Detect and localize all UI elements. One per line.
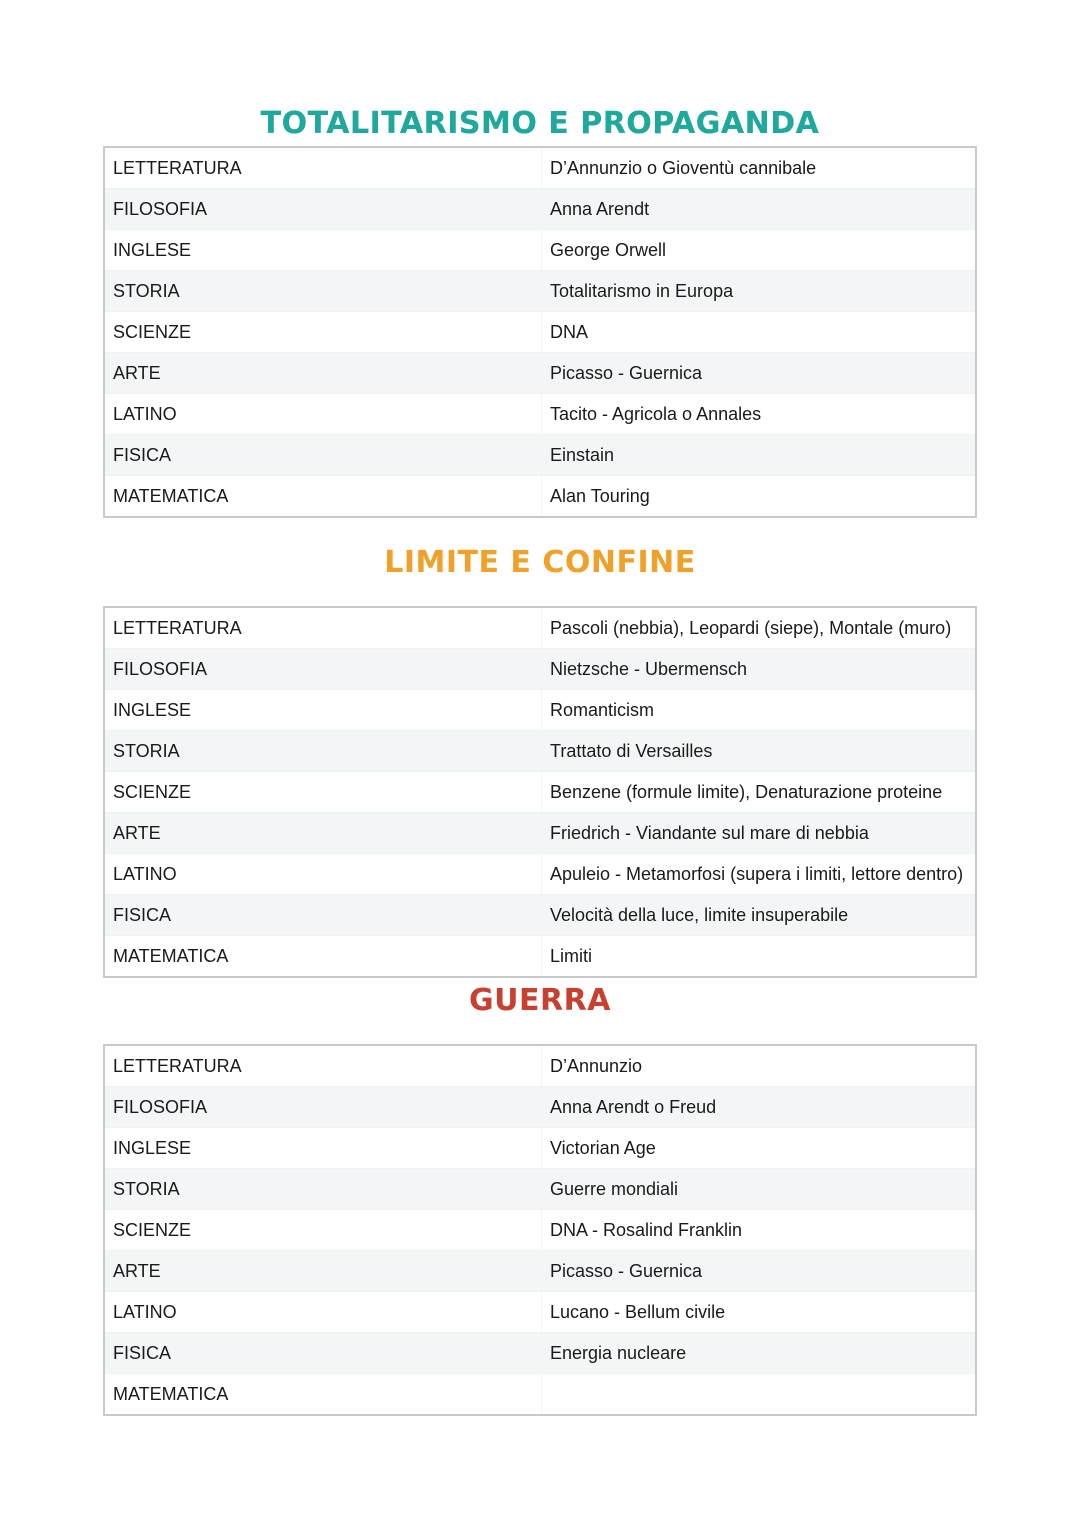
subject-cell: SCIENZE [104, 772, 542, 813]
topic-cell: Anna Arendt [542, 189, 977, 230]
topic-cell: Anna Arendt o Freud [542, 1087, 977, 1128]
topic-cell: Victorian Age [542, 1128, 977, 1169]
table-row [104, 271, 976, 312]
table-row [104, 1087, 976, 1128]
topic-cell: DNA [542, 312, 977, 353]
subject-cell: ARTE [104, 1251, 542, 1292]
topic-cell: Picasso - Guernica [542, 353, 977, 394]
topic-cell: Limiti [550, 946, 593, 966]
topic-cell: Pascoli (nebbia), Leopardi (siepe), Montale (muro) [542, 607, 977, 649]
subject-cell: ARTE [104, 353, 542, 394]
table-row [104, 1169, 976, 1210]
table-row [104, 690, 976, 731]
subject-cell: SCIENZE [104, 312, 542, 353]
table-row [104, 895, 976, 936]
topic-cell: D’Annunzio o Gioventù cannibale [542, 147, 977, 189]
topic-cell: Totalitarismo in Europa [542, 271, 977, 312]
subject-cell: INGLESE [104, 690, 542, 731]
topic-cell: Tacito - Agricola o Annales [542, 394, 977, 435]
topic-cell: Einstain [542, 435, 977, 476]
section-title-guerra: GUERRA [469, 983, 611, 1018]
subjects-table-totalitarismo [103, 146, 977, 518]
subject-cell: FILOSOFIA [104, 1087, 542, 1128]
subject-cell: LETTERATURA [104, 607, 542, 649]
table-row [104, 772, 976, 813]
subject-cell: MATEMATICA [104, 476, 542, 518]
topic-cell: Apuleio - Metamorfosi (supera i limiti, lettore dentro) [542, 854, 977, 895]
subject-cell: ARTE [104, 813, 542, 854]
subject-cell: INGLESE [104, 230, 542, 271]
table-row [104, 1374, 976, 1416]
table-row [104, 1210, 976, 1251]
topic-cell: Energia nucleare [542, 1333, 977, 1374]
subject-cell: LATINO [104, 1292, 542, 1333]
topic-cell: Picasso - Guernica [542, 1251, 977, 1292]
table-row [104, 189, 976, 230]
table-row [104, 476, 976, 518]
topic-cell [542, 1374, 977, 1416]
topic-cell: Lucano - Bellum civile [542, 1292, 977, 1333]
subjects-table-limite [103, 606, 977, 978]
subject-cell: FILOSOFIA [104, 649, 542, 690]
table-row [104, 813, 976, 854]
table-row [104, 230, 976, 271]
topic-cell: Nietzsche - Ubermensch [542, 649, 977, 690]
subject-cell: SCIENZE [104, 1210, 542, 1251]
topic-cell: DNA - Rosalind Franklin [542, 1210, 977, 1251]
subject-cell: FISICA [104, 895, 542, 936]
subject-cell: STORIA [104, 1169, 542, 1210]
subject-cell: LETTERATURA [104, 147, 542, 189]
subject-cell: FISICA [104, 1333, 542, 1374]
subject-cell: LATINO [104, 854, 542, 895]
table-row [104, 731, 976, 772]
table-row [104, 312, 976, 353]
table-row [104, 435, 976, 476]
table-row [104, 394, 976, 435]
topic-cell: Velocità della luce, limite insuperabile [542, 895, 977, 936]
subject-cell: FISICA [104, 435, 542, 476]
table-row [104, 147, 976, 189]
topic-cell: George Orwell [542, 230, 977, 271]
subject-cell: LETTERATURA [104, 1045, 542, 1087]
subject-cell: MATEMATICA [104, 1374, 542, 1416]
table-row [104, 854, 976, 895]
subject-cell: LATINO [104, 394, 542, 435]
table-row [104, 649, 976, 690]
table-row [104, 1251, 976, 1292]
topic-cell: Guerre mondiali [542, 1169, 977, 1210]
subject-cell: STORIA [104, 731, 542, 772]
table-row [104, 353, 976, 394]
topic-cell: D’Annunzio [542, 1045, 977, 1087]
section-title-limite: LIMITE E CONFINE [384, 545, 696, 580]
topic-cell: Romanticism [542, 690, 977, 731]
topic-cell: Benzene (formule limite), Denaturazione proteine [542, 772, 977, 813]
subject-cell: STORIA [104, 271, 542, 312]
table-row [104, 607, 976, 649]
topic-cell: Friedrich - Viandante sul mare di nebbia [542, 813, 977, 854]
topic-cell: Alan Touring [550, 486, 650, 506]
section-title-totalitarismo: TOTALITARISMO E PROPAGANDA [0, 106, 1080, 142]
subject-cell: MATEMATICA [104, 936, 542, 978]
topic-cell: Trattato di Versailles [542, 731, 977, 772]
table-row [104, 1045, 976, 1087]
subject-cell: INGLESE [104, 1128, 542, 1169]
table-row [104, 1333, 976, 1374]
table-row [104, 1292, 976, 1333]
table-row [104, 1128, 976, 1169]
subject-cell: FILOSOFIA [104, 189, 542, 230]
table-row [104, 936, 976, 978]
subjects-table-guerra [103, 1044, 977, 1416]
